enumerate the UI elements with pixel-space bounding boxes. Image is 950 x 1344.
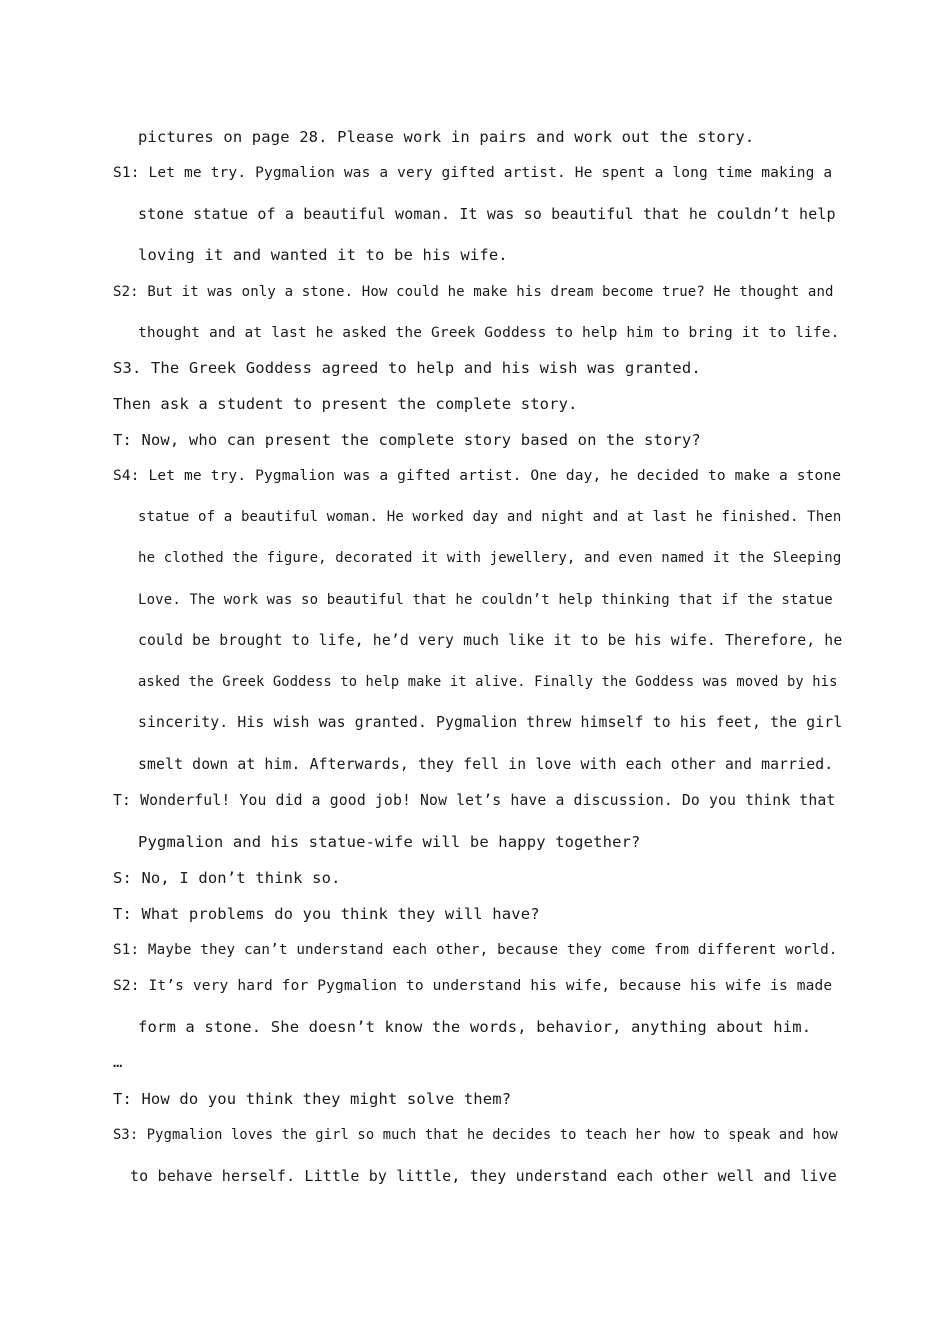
text-line: T: What problems do you think they will have? — [113, 905, 540, 923]
text-line: Then ask a student to present the complete story. — [113, 395, 578, 413]
text-line: T: Now, who can present the complete story based on the story? — [113, 431, 701, 449]
text-line: pictures on page 28. Please work in pairs and work out the story. — [138, 128, 755, 146]
text-line: S1: Maybe they can’t understand each other, because they come from different world. — [113, 942, 838, 958]
text-line: could be brought to life, he’d very much like it to be his wife. Therefore, he — [138, 632, 843, 649]
ellipsis-line: … — [113, 1053, 123, 1071]
text-line: smelt down at him. Afterwards, they fell in love with each other and married. — [138, 756, 834, 773]
text-line: T: How do you think they might solve them? — [113, 1090, 512, 1108]
text-line: Pygmalion and his statue-wife will be happy together? — [138, 833, 641, 851]
text-line: T: Wonderful! You did a good job! Now let’s have a discussion. Do you think that — [113, 792, 836, 809]
text-line: S: No, I don’t think so. — [113, 869, 341, 887]
text-line: S2: But it was only a stone. How could he make his dream become true? He thought and — [113, 284, 834, 300]
text-line: S1: Let me try. Pygmalion was a very gifted artist. He spent a long time making a — [113, 165, 833, 181]
text-line: S3: Pygmalion loves the girl so much that he decides to teach her how to speak and how — [113, 1127, 838, 1143]
text-line: S3. The Greek Goddess agreed to help and his wish was granted. — [113, 359, 701, 377]
text-line: to behave herself. Little by little, they understand each other well and live — [130, 1167, 837, 1185]
text-line: S2: It’s very hard for Pygmalion to understand his wife, because his wife is made — [113, 978, 833, 994]
text-line: loving it and wanted it to be his wife. — [138, 246, 508, 264]
text-line: thought and at last he asked the Greek Goddess to help him to bring it to life. — [138, 325, 840, 341]
text-line: statue of a beautiful woman. He worked day and night and at last he finished. Then — [138, 509, 842, 525]
text-line: form a stone. She doesn’t know the words, behavior, anything about him. — [138, 1018, 812, 1036]
text-line: he clothed the figure, decorated it with jewellery, and even named it the Sleeping — [138, 550, 842, 566]
text-line: Love. The work was so beautiful that he couldn’t help thinking that if the statue — [138, 592, 833, 608]
text-line: sincerity. His wish was granted. Pygmalion threw himself to his feet, the girl — [138, 714, 843, 731]
text-line: stone statue of a beautiful woman. It was so beautiful that he couldn’t help — [138, 205, 836, 223]
text-line: asked the Greek Goddess to help make it alive. Finally the Goddess was moved by his — [138, 674, 838, 690]
text-line: S4: Let me try. Pygmalion was a gifted artist. One day, he decided to make a stone — [113, 468, 842, 484]
